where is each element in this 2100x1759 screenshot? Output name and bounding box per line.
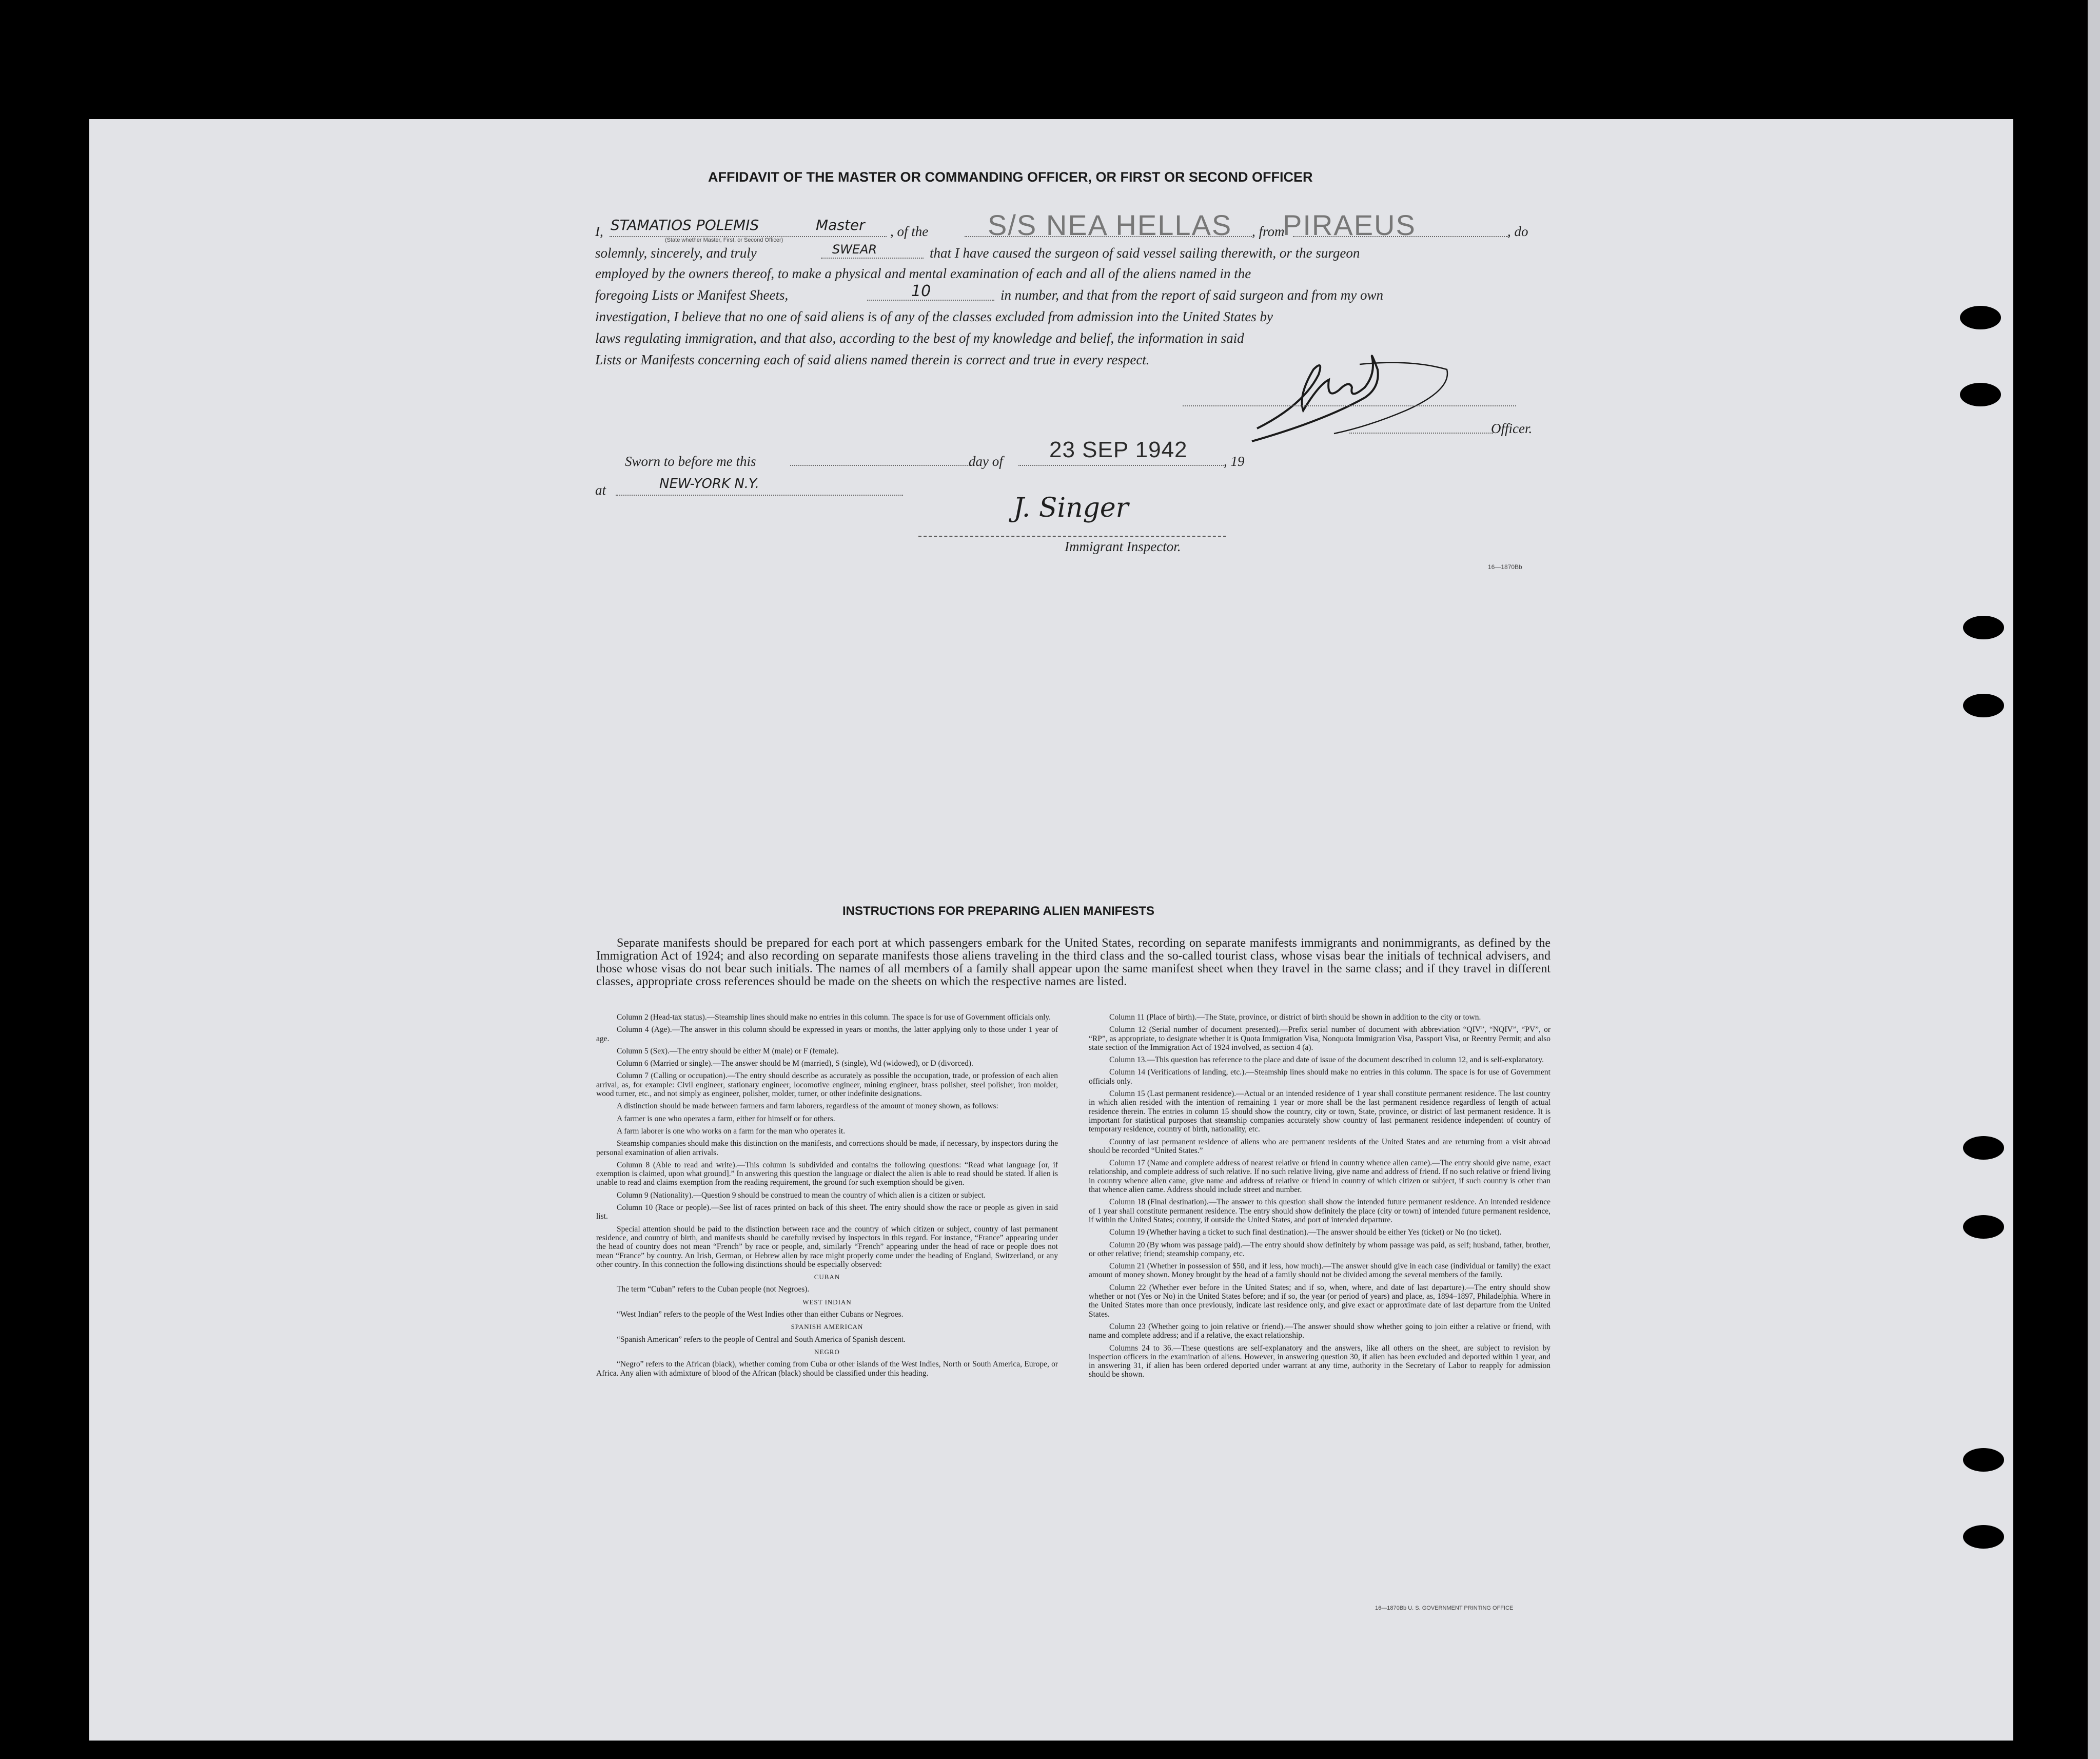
signature-line [1349, 433, 1493, 434]
master-name: STAMATIOS POLEMIS [611, 217, 759, 233]
blank-line [1018, 465, 1224, 466]
signature-line [1183, 405, 1516, 406]
section-heading: NEGRO [814, 1347, 840, 1356]
officer-label: Officer. [1491, 421, 1533, 436]
instruction-paragraph: Column 6 (Married or single).—The answer should be M (married), S (single), Wd (widowed), or D (divorced). [617, 1059, 973, 1068]
officer-signature [1242, 339, 1457, 452]
blank-line [616, 495, 903, 496]
instructions-left-column [596, 1013, 1058, 1381]
instruction-paragraph: Column 9 (Nationality).—Question 9 should be construed to mean the country of which alien is a citizen or subject. [617, 1190, 986, 1200]
master-rank: Master [816, 217, 865, 233]
sworn-text: at [595, 482, 606, 498]
instruction-paragraph: Column 21 (Whether in possession of $50, and if less, how much).—The answer should give in each case (individual or family) the exact amount of money shown. Money brought by the head of a family should not be divided among the several members of the family. [1089, 1262, 1551, 1280]
instruction-paragraph: Column 23 (Whether going to join relative or friend).—The answer should show whether going to join either a relative or friend, with name and complete address; and if a relative, the exact relationship. [1089, 1322, 1551, 1340]
instruction-paragraph: Column 18 (Final destination).—The answer to this question shall show the intended future permanent residence. An intended residence of 1 year shall constitute permanent residence. The entry should show definitely the place (city or town) of intended future permanent residence, if within the United States; country, if outside the United States, and port of intended departure. [1089, 1198, 1551, 1224]
instruction-paragraph: Columns 24 to 36.—These questions are self-explanatory and the answers, like all others on the sheet, are subject to revision by inspection officers in the examination of aliens. However, in answering question 30, if alien has been excluded and deported within 1 year, and in answering 31, if alien has been ordered deported under warrant at any time, authority in the Secretary of Labor to reapply for admission should be shown. [1089, 1343, 1551, 1379]
sworn-text: Sworn to before me this [625, 454, 756, 469]
inspector-signature: J. Singer [1013, 493, 1129, 523]
punch-hole [72, 1262, 89, 1288]
punch-hole [1960, 383, 2001, 406]
blank-line [965, 236, 1252, 237]
affidavit-text: laws regulating immigration, and that also, according to the best of my knowledge and belief, the information in said [595, 330, 1244, 346]
instructions-right-column [1089, 1013, 1551, 1383]
instruction-paragraph: Column 8 (Able to read and write).—This column is subdivided and contains the following questions: “Read what language [or, if exemption is claimed, upon what ground].” In answering this question the language or dialect the alien is able to read should be stated. If alien is unable to read and claims exemption from the reading requirement, the ground for such exemption should be given. [596, 1160, 1058, 1187]
instruction-paragraph: Column 20 (By whom was passage paid).—The entry should show definitely by whom passage was paid, as self; husband, father, brother, or other relative; friend; steamship company, etc. [1089, 1240, 1551, 1258]
section-heading: WEST INDIAN [802, 1298, 852, 1306]
instruction-paragraph: Column 14 (Verifications of landing, etc.).—Steamship lines should make no entries in this column. The space is for use of Government officials only. [1089, 1068, 1551, 1086]
instruction-paragraph: Column 2 (Head-tax status).—Steamship lines should make no entries in this column. The space is for use of Government officials only. [617, 1013, 1051, 1022]
instruction-paragraph: Column 13.—This question has reference to the place and date of issue of the document described in column 12, and is self-explanatory. [1109, 1056, 1544, 1065]
affidavit-text: solemnly, sincerely, and truly [595, 245, 757, 261]
date-stamp: 23 SEP 1942 [1049, 437, 1188, 462]
punch-hole [1963, 694, 2004, 717]
affidavit-text: Lists or Manifests concerning each of said aliens named therein is correct and true in every respect. [595, 352, 1150, 367]
punch-hole [1963, 1525, 2004, 1549]
instruction-paragraph: Column 11 (Place of birth).—The State, province, or district of birth should be shown in addition to the city or town. [1109, 1013, 1481, 1022]
signature-line [918, 536, 1226, 537]
affidavit-text: , from [1252, 224, 1285, 239]
section-heading: CUBAN [814, 1273, 840, 1281]
instruction-paragraph: A farm laborer is one who works on a farm for the man who operates it. [617, 1126, 846, 1136]
punch-hole [72, 349, 89, 375]
instruction-paragraph: A farmer is one who operates a farm, either for himself or for others. [617, 1114, 835, 1123]
affidavit-text: investigation, I believe that no one of said aliens is of any of the classes excluded from admission into the United States by [595, 309, 1273, 324]
blank-line [790, 465, 970, 466]
instruction-paragraph: The term “Cuban” refers to the Cuban people (not Negroes). [617, 1285, 810, 1294]
instruction-paragraph: “Negro” refers to the African (black), whether coming from Cuba or other islands of the West Indies, North or South America, Europe, or Africa. Any alien with admixture of blood of the African (black) should be classified under this heading. [596, 1360, 1058, 1378]
page-edge-strip [2088, 0, 2100, 1759]
punch-hole [1963, 1136, 2004, 1160]
blank-line [821, 258, 924, 259]
punch-hole [1963, 616, 2004, 639]
instruction-paragraph: Column 22 (Whether ever before in the United States; and if so, when, where, and date of last departure).—The entry should show whether or not (Yes or No) in the United States before; and if so, the year (or period of years) and place, as, 1894–1897, Philadelphia. Where in the United States more than once previously, indicate last residence only, and give exact or approximate date of last departure from the United States. [1089, 1283, 1551, 1319]
section-heading: SPANISH AMERICAN [791, 1323, 863, 1331]
vessel-stamp: S/S NEA HELLAS [988, 209, 1232, 241]
oath-word: SWEAR [832, 242, 877, 257]
affidavit-text: in number, and that from the report of said surgeon and from my own [1000, 287, 1383, 303]
instruction-paragraph: “Spanish American” refers to the people of Central and South America of Spanish descent. [617, 1335, 906, 1344]
punch-hole [1963, 1215, 2004, 1239]
blank-line [867, 300, 994, 301]
instruction-paragraph: Country of last permanent residence of aliens who are permanent residents of the United States and are returning from a visit abroad should be recorded “United States.” [1089, 1137, 1551, 1155]
affidavit-text: , do [1507, 224, 1528, 239]
instruction-paragraph: Column 7 (Calling or occupation).—The entry should describe as accurately as possible the occupation, trade, or profession of each alien arrival, as, for example: Civil engineer, stationary engineer, locomotive engineer, mining engineer, brass polisher, steel polisher, iron molder, wood turner, etc., and not simply as engineer, polisher, molder, turner, or other indefinite designations. [596, 1071, 1058, 1099]
instruction-paragraph: Column 4 (Age).—The answer in this column should be expressed in years or months, the latter applying only to those under 1 year of age. [596, 1025, 1058, 1043]
sworn-place: NEW-YORK N.Y. [659, 476, 759, 492]
affidavit-text: I, [595, 224, 603, 239]
affidavit-text: , of the [890, 224, 929, 239]
affidavit-text: that I have caused the surgeon of said vessel sailing therewith, or the surgeon [930, 245, 1360, 261]
instruction-paragraph: Column 17 (Name and complete address of nearest relative or friend in country whence alien came).—The entry should give name, exact relationship, and complete address of such relative. If no such relative living, give name and address of friend. If no such relative or friend living in country whence alien came, give name and address of relative or friend in country of which citizen or subject, if such country is other than that whence alien came. Address should include street and number. [1089, 1159, 1551, 1195]
instruction-paragraph: Column 5 (Sex).—The entry should be either M (male) or F (female). [617, 1046, 839, 1056]
instruction-paragraph: Column 10 (Race or people).—See list of races printed on back of this sheet. The entry should show the race or people as given in said list. [596, 1203, 1058, 1221]
blank-line [1293, 236, 1508, 237]
punch-hole [1960, 306, 2001, 329]
affidavit-text: foregoing Lists or Manifest Sheets, [595, 287, 789, 303]
printing-office-footer: 16—1870Bb U. S. GOVERNMENT PRINTING OFFICE [1375, 1605, 1514, 1611]
instruction-paragraph: “West Indian” refers to the people of the West Indies other than either Cubans or Negroes. [617, 1310, 904, 1319]
instruction-paragraph: Column 19 (Whether having a ticket to such final destination).—The answer should be either Yes (ticket) or No (no ticket). [1109, 1228, 1502, 1237]
instruction-paragraph: Column 12 (Serial number of document presented).—Prefix serial number of document with abbreviation “QIV”, “NQIV”, “PV”, or “RP”, as appropriate, to designate whether it is Quota Immigration Visa, Nonquota Immigration Visa, Passport Visa, or Reentry Permit; and also state section of the Immigration Act of 1924 involved, as section 4 (a). [1089, 1025, 1551, 1052]
sworn-text: , 19 [1224, 454, 1245, 469]
instruction-paragraph: Column 15 (Last permanent residence).—Actual or an intended residence of 1 year shall constitute permanent residence. The last country in which alien resided with the intention of remaining 1 year or more shall be the last permanent residence regardless of length of actual residence therein. The entries in column 15 should show the country, city or town, State, province, or district of last permanent residence. It is important for statistical purposes that steamship companies accurately show country of last permanent residence independent of country of temporary residence, country of birth, nationality, etc. [1089, 1089, 1551, 1134]
inspector-label: Immigrant Inspector. [1065, 539, 1181, 554]
instruction-paragraph: A distinction should be made between farmers and farm laborers, regardless of the amount of money shown, as follows: [617, 1102, 998, 1111]
instruction-paragraph: Special attention should be paid to the distinction between race and the country of which citizen or subject, country of last permanent residence, and country of birth, and manifests should be carefully revised by inspectors in this regard. For instance, “France” appearing under the head of country does not mean “French” by race or people, and, similarly “French” appearing under the head of race or people does not mean “France” by country. An Irish, German, or Hebrew alien by race might properly come under the heading of England, Switzerland, or any other country. In this connection the following distinctions should be especially observed: [596, 1224, 1058, 1269]
punch-hole [1963, 1448, 2004, 1472]
rank-note: (State whether Master, First, or Second Officer) [665, 237, 783, 243]
instructions-title: INSTRUCTIONS FOR PREPARING ALIEN MANIFESTS [842, 904, 1155, 918]
instructions-intro: Separate manifests should be prepared for each port at which passengers embark for the United States, recording on separate manifests immigrants and nonimmigrants, as defined by the Immigration Act of 1924; and also recording on separate manifests those aliens traveling in the third class and the so-called tourist class, whose visas bear the initials of technical advisers, and those whose visas do not bear such initials. The names of all members of a family shall appear upon the same manifest sheet when they travel in the same class; and if they travel in different classes, appropriate cross references should be made on the sheets on which the respective names are listed. [596, 936, 1551, 988]
sheet-count: 10 [911, 282, 931, 300]
affidavit-text: employed by the owners thereof, to make a physical and mental examination of each and all of the aliens named in the [595, 266, 1251, 281]
port-stamp: PIRAEUS [1283, 209, 1416, 241]
affidavit-title: AFFIDAVIT OF THE MASTER OR COMMANDING OFFICER, OR FIRST OR SECOND OFFICER [708, 169, 1313, 185]
sworn-text: day of [969, 454, 1003, 469]
form-number: 16—1870Bb [1488, 563, 1522, 571]
instruction-paragraph: Steamship companies should make this distinction on the manifests, and corrections should be made, if necessary, by inspectors during the personal examination of alien arrivals. [596, 1139, 1058, 1157]
